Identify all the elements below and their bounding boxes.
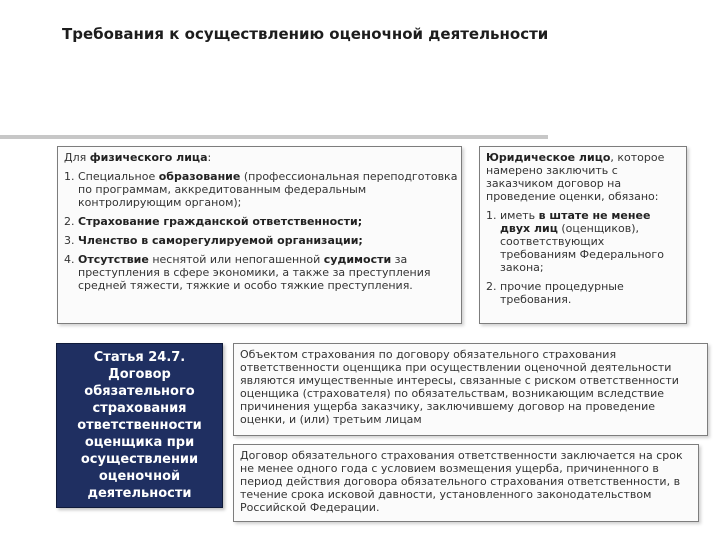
list-item: 3. Членство в саморегулируемой организации; (64, 234, 363, 247)
list-item: 4. Отсутствие неснятой или непогашенной судимости за преступления в сфере экономики, а также за преступления средней тяжести, тяжкие и особо тяжкие преступления. (64, 253, 431, 292)
title-divider (0, 135, 548, 139)
legal-lead: Юридическое лицо, которое намерено заключить с заказчиком договор на проведение оценки, обязано: (486, 151, 665, 203)
insurance-object-text: Объектом страхования по договору обязательного страхования ответственности оценщика при осуществлении оценочной деятельности являются имущественные интересы, связанные с риском ответственности оценщика (страхователя) по обязательствам, возникающим вследствие причинения ущерба заказчику, заключившему договор на проведение оценки, и (или) третьим лицам (240, 348, 679, 426)
page-title: Требования к осуществлению оценочной деятельности (62, 25, 549, 43)
legal-entity-requirements-box (479, 146, 687, 324)
list-item: 2. Страхование гражданской ответственности; (64, 215, 363, 228)
list-item: 1. Специальное образование (профессиональная переподготовка по программам, аккредитованным федеральным контролирующим органом); (64, 170, 458, 209)
list-item: 2. прочие процедурные требования. (486, 280, 624, 306)
insurance-contract-term-box (233, 444, 699, 522)
article-title: Статья 24.7. Договор обязательного страхования ответственности оценщика при осуществлении оценочной деятельности (77, 350, 202, 501)
physical-lead: Для физического лица: (64, 151, 212, 164)
physical-person-requirements-box (57, 146, 462, 324)
list-item: 1. иметь в штате не менее двух лиц (оценщиков), соответствующих требованиям Федерального закона; (486, 209, 664, 274)
insurance-contract-text: Договор обязательного страхования ответственности заключается на срок не менее одного года с условием возмещения ущерба, причиненного в период действия договора обязательного страхования ответственности, в течение срока исковой давности, установленного законодательством Российской Федерации. (240, 449, 683, 514)
insurance-object-box (233, 343, 708, 436)
article-24-7-box (56, 343, 223, 508)
